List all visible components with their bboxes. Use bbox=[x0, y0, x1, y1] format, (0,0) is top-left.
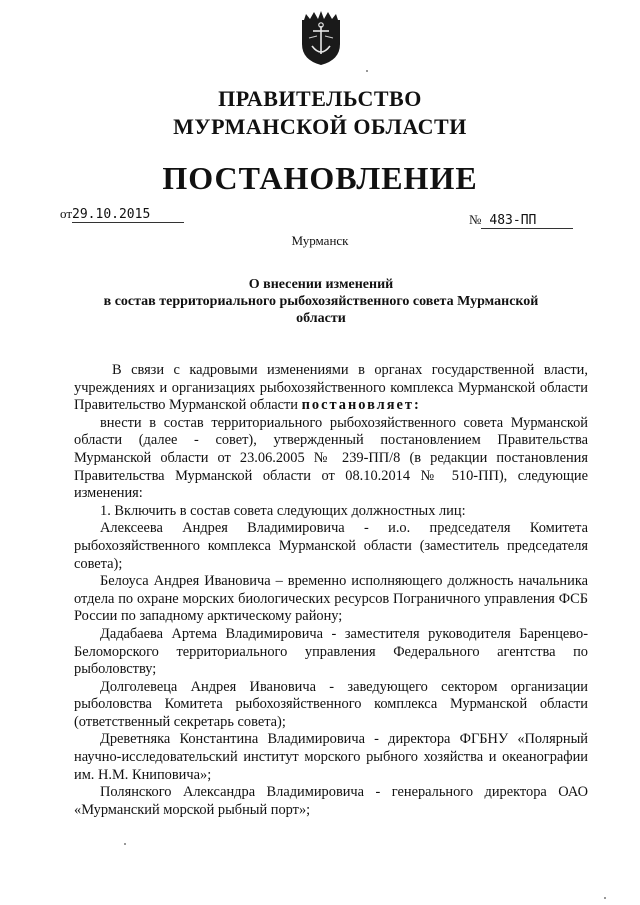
member-paragraph: Алексеева Андрея Владимировича - и.о. председателя Комитета рыбохозяйственного комплекса Мурманской области (заместитель председателя совета); bbox=[74, 520, 588, 572]
subject-line: О внесении изменений bbox=[248, 277, 394, 292]
preamble-paragraph bbox=[74, 362, 588, 415]
member-paragraph: Долголевеца Андрея Ивановича - заведующего сектором организации рыболовства Комитета рыбохозяйственного комплекса Мурманской области (ответственный секретарь совета); bbox=[74, 678, 588, 730]
preamble-text: В связи с кадровыми изменениями в органах государственной власти, учреждениях и организациях рыбохозяйственного комплекса Мурманской области Правительство Мурманской области bbox=[74, 362, 588, 414]
number-value: 483-ПП bbox=[481, 213, 573, 229]
member-paragraph: Дадабаева Артема Владимировича - заместителя руководителя Баренцево-Беломорского территориального управления Федерального агентства по рыболовству; bbox=[74, 625, 588, 678]
document-subject bbox=[90, 276, 552, 327]
date-prefix: от bbox=[60, 206, 73, 221]
date-value: 29.10.2015 bbox=[72, 207, 184, 223]
organization-name-line1: ПРАВИТЕЛЬСТВО bbox=[218, 86, 422, 111]
document-type-title: ПОСТАНОВЛЕНИЕ bbox=[162, 160, 478, 196]
scan-speck bbox=[604, 897, 606, 899]
subject-line: области bbox=[296, 311, 346, 326]
document-date bbox=[60, 206, 184, 223]
city-name: Мурманск bbox=[291, 233, 349, 248]
preamble-verb: постановляет: bbox=[301, 397, 421, 414]
coat-of-arms-icon bbox=[300, 10, 342, 66]
member-paragraph: Белоуса Андрея Ивановича – временно исполняющего должность начальника отдела по охране морских биологических ресурсов Пограничного управления ФСБ России по западному арктическому району; bbox=[74, 573, 588, 625]
document-number bbox=[469, 212, 573, 229]
number-prefix: № bbox=[469, 212, 482, 227]
scan-speck bbox=[366, 70, 368, 72]
intro-paragraph: внести в состав территориального рыбохозяйственного совета Мурманской области (далее - совет), утвержденный постановлением Правительства Мурманской области от 23.06.2005 № 239-ПП/8 (в редакции постановления Правительства Мурманской области от 08.10.2014 № 510-ПП), следующие изменения: bbox=[74, 414, 588, 502]
member-paragraph: Древетняка Константина Владимировича - директора ФГБНУ «Полярный научно-исследовательский институт морского рыбного хозяйства и океанографии им. Н.М. Книповича»; bbox=[74, 731, 588, 783]
document-body bbox=[74, 362, 588, 819]
member-paragraph: Полянского Александра Владимировича - генерального директора ОАО «Мурманский морской рыбный порт»; bbox=[74, 784, 588, 818]
scan-speck bbox=[124, 843, 126, 845]
organization-name-line2: МУРМАНСКОЙ ОБЛАСТИ bbox=[173, 114, 467, 139]
subject-line: в состав территориального рыбохозяйственного совета Мурманской bbox=[103, 294, 539, 309]
item-paragraph: 1. Включить в состав совета следующих должностных лиц: bbox=[100, 502, 466, 519]
